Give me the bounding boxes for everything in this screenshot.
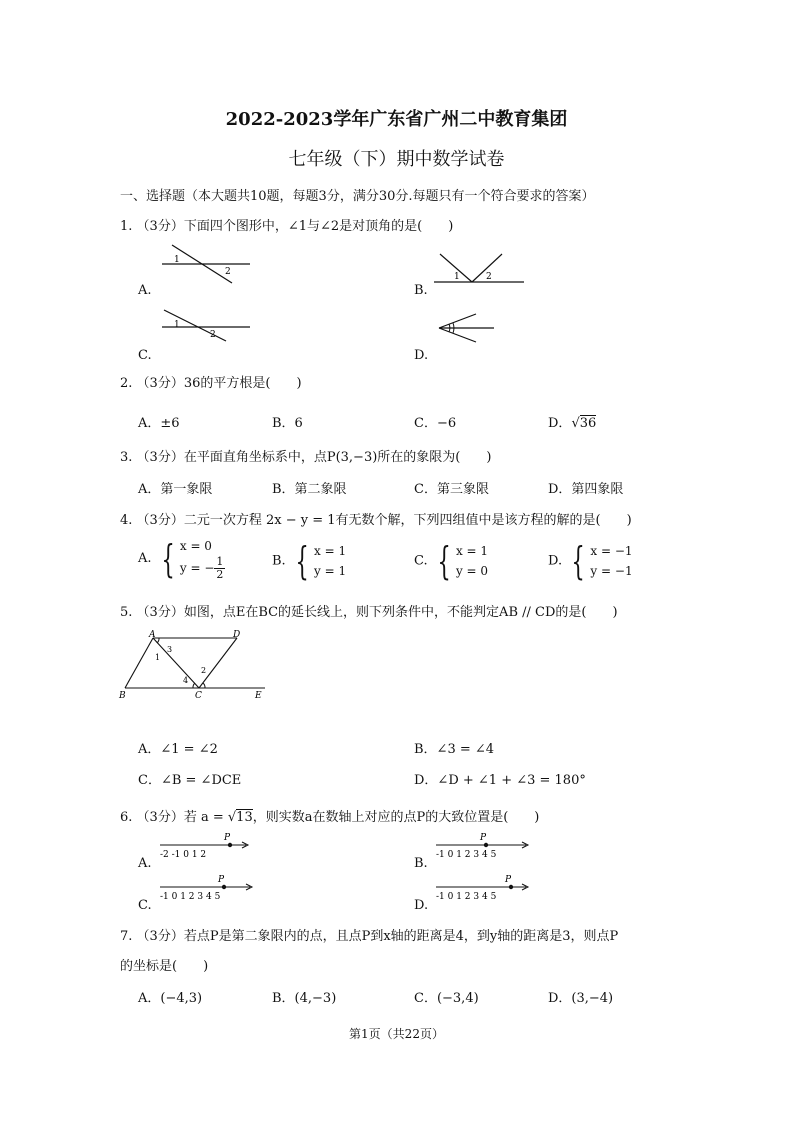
q5-figure	[115, 628, 275, 703]
question-number: 6.	[120, 810, 133, 825]
q6-numberline-b	[434, 832, 532, 860]
option-d[interactable]: D.	[414, 898, 429, 913]
option-d[interactable]: D．(3,−4)	[548, 991, 614, 1006]
system-line-2: y = −	[179, 561, 215, 575]
point-p-label: P	[480, 833, 487, 843]
system-line-2: y = 1	[314, 564, 347, 578]
option-a[interactable]: A．(−4,3)	[138, 991, 203, 1006]
equation-system	[590, 541, 632, 581]
system-line-2: y = 0	[455, 564, 489, 578]
q1-figure-a	[160, 243, 255, 285]
angle-label-1: 1	[155, 653, 161, 662]
option-b[interactable]: B．6	[272, 416, 303, 431]
figure-label-c: C	[195, 691, 202, 701]
fraction-denominator: 2	[216, 568, 224, 581]
question-score: （3分）	[136, 929, 184, 944]
question-stem-prefix: 若 a =	[183, 810, 228, 825]
question-score: （3分）	[136, 376, 184, 391]
question-3	[120, 446, 491, 465]
q1-figure-c	[160, 308, 255, 344]
question-stem: 在平面直角坐标系中，点P(3,−3)所在的象限为( )	[183, 450, 492, 465]
option-c[interactable]: C．∠B = ∠DCE	[138, 773, 242, 788]
option-b[interactable]: B．第二象限	[272, 482, 347, 497]
figure-label-b: B	[119, 691, 126, 701]
figure-label-d: D	[233, 630, 241, 640]
axis-tick-labels: -1 0 1 2 3 4 5	[436, 850, 497, 860]
question-number: 2.	[120, 376, 133, 391]
axis-tick-labels: -2 -1 0 1 2	[160, 850, 207, 860]
angle-label-2: 2	[201, 666, 207, 675]
option-d[interactable]: D.	[414, 348, 429, 363]
figure-label-e: E	[255, 691, 262, 701]
page-footer: 第1页（共22页）	[349, 1027, 444, 1041]
svg-text:1: 1	[174, 320, 180, 330]
option-c[interactable]: C．−6	[414, 416, 457, 431]
option-b[interactable]: B.	[414, 856, 428, 871]
option-c[interactable]: C.	[138, 348, 152, 363]
system-line-1: x = 1	[455, 544, 489, 558]
question-number: 3.	[120, 450, 133, 465]
page-title: 2022-2023学年广东省广州二中教育集团	[225, 109, 568, 130]
option-label: B.	[272, 553, 286, 569]
fraction	[214, 556, 225, 581]
option-a[interactable]	[138, 536, 225, 581]
system-line-2: y = −1	[590, 564, 633, 578]
brace: {	[437, 539, 451, 583]
option-d[interactable]	[548, 541, 633, 581]
question-7-line-2: 的坐标是( )	[120, 959, 209, 974]
option-b[interactable]: B.	[414, 283, 428, 298]
option-d[interactable]: D．第四象限	[548, 482, 624, 497]
equation-system	[456, 541, 488, 581]
system-line-1: x = 0	[179, 539, 212, 553]
radicand: 13	[236, 810, 253, 825]
question-number: 7.	[120, 929, 133, 944]
option-d-label: D．	[548, 416, 572, 431]
question-score: （3分）	[136, 810, 184, 825]
option-d[interactable]	[548, 412, 596, 431]
brace: {	[571, 539, 585, 583]
svg-text:2: 2	[210, 330, 216, 340]
question-score: （3分）	[136, 219, 184, 234]
svg-text:2: 2	[486, 272, 492, 282]
option-a[interactable]: A.	[138, 283, 152, 298]
section-heading: 一、选择题（本大题共10题，每题3分，满分30分.每题只有一个符合要求的答案）	[120, 189, 595, 204]
figure-label-a: A	[149, 630, 156, 640]
option-c[interactable]	[414, 541, 488, 581]
q1-figure-b	[432, 250, 527, 288]
option-d[interactable]: D．∠D + ∠1 + ∠3 = 180°	[414, 773, 586, 788]
question-2	[120, 372, 302, 391]
option-label: C.	[414, 553, 428, 569]
q1-figure-d	[436, 312, 498, 346]
page-subtitle: 七年级（下）期中数学试卷	[288, 149, 505, 170]
option-a[interactable]: A．∠1 = ∠2	[138, 742, 218, 757]
question-stem-suffix: ，则实数a在数轴上对应的点P的大致位置是( )	[252, 810, 540, 825]
angle-label-4: 4	[183, 676, 189, 685]
option-b[interactable]: B．(4,−3)	[272, 991, 337, 1006]
sqrt-sign: √	[571, 416, 580, 431]
question-score: （3分）	[136, 605, 184, 620]
question-4	[120, 509, 632, 528]
system-line-1: x = −1	[590, 544, 633, 558]
brace: {	[295, 539, 309, 583]
question-6	[120, 806, 539, 825]
question-7	[120, 925, 618, 944]
svg-text:1: 1	[174, 255, 180, 265]
equation-system	[314, 541, 346, 581]
option-c[interactable]: C.	[138, 898, 152, 913]
question-1	[120, 215, 453, 234]
question-stem: 如图，点E在BC的延长线上，则下列条件中，不能判定AB // CD的是( )	[183, 605, 618, 620]
question-number: 1.	[120, 219, 133, 234]
question-stem: 下面四个图形中，∠1与∠2是对顶角的是( )	[183, 219, 454, 234]
option-c[interactable]: C．(−3,4)	[414, 991, 479, 1006]
question-stem: 36的平方根是( )	[183, 376, 302, 391]
question-score: （3分）	[136, 450, 184, 465]
option-a[interactable]: A.	[138, 856, 152, 871]
question-stem: 若点P是第二象限内的点，且点P到x轴的距离是4，到y轴的距离是3，则点P	[183, 929, 619, 944]
q6-numberline-c	[158, 874, 256, 902]
question-5	[120, 601, 618, 620]
question-number: 4.	[120, 513, 133, 528]
option-b[interactable]: B．∠3 = ∠4	[414, 742, 495, 757]
svg-text:2: 2	[225, 267, 231, 277]
svg-text:1: 1	[454, 272, 460, 282]
point-p-label: P	[224, 833, 231, 843]
q6-numberline-a	[158, 832, 253, 860]
radicand: 36	[579, 416, 597, 431]
point-p-label: P	[218, 875, 225, 885]
system-line-1: x = 1	[314, 544, 347, 558]
option-a[interactable]: A．第一象限	[138, 482, 213, 497]
fraction-numerator: 1	[216, 555, 224, 568]
point-p-label: P	[505, 875, 512, 885]
question-stem: 二元一次方程 2x − y = 1有无数个解，下列四组值中是该方程的解的是( )	[183, 513, 632, 528]
axis-tick-labels: -1 0 1 2 3 4 5	[160, 892, 221, 902]
angle-label-3: 3	[167, 645, 173, 654]
question-number: 5.	[120, 605, 133, 620]
option-c[interactable]: C．第三象限	[414, 482, 489, 497]
sqrt-sign: √	[227, 810, 237, 825]
axis-tick-labels: -1 0 1 2 3 4 5	[436, 892, 497, 902]
q6-numberline-d	[434, 874, 532, 902]
brace: {	[161, 536, 175, 581]
option-b[interactable]	[272, 541, 346, 581]
question-score: （3分）	[136, 513, 184, 528]
option-label: A.	[138, 551, 152, 566]
equation-system	[180, 536, 226, 581]
option-a[interactable]: A．±6	[138, 416, 180, 431]
option-label: D.	[548, 553, 563, 569]
